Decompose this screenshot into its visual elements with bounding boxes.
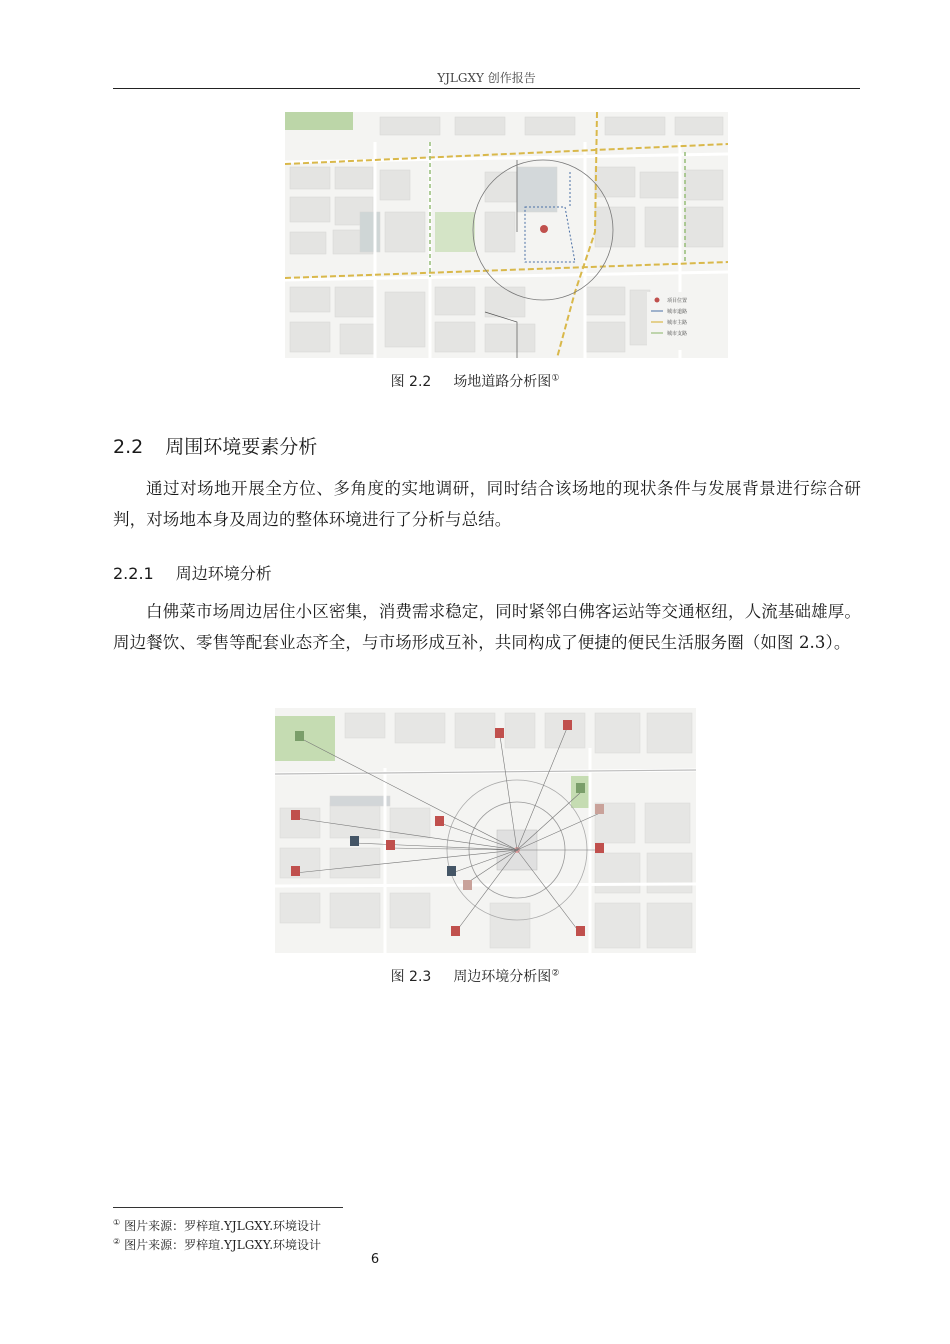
legend-label: 城市支路 — [667, 331, 688, 337]
road-map-graphic — [285, 112, 728, 358]
legend-label: 城市主路 — [667, 320, 688, 326]
legend-label: 项目位置 — [667, 298, 688, 304]
page-header — [113, 64, 860, 89]
figure-number: 图 2.3 — [390, 969, 432, 985]
figure-caption — [0, 966, 950, 986]
page-number: 6 — [370, 1252, 380, 1267]
figure-title: 场地道路分析图 — [453, 374, 552, 390]
body-paragraph: 通过对场地开展全方位、多角度的实地调研，同时结合该场地的现状条件与发展背景进行综合研判，对场地本身及周边的整体环境进行了分析与总结。 — [113, 479, 861, 529]
footnote-mark: ② — [113, 1237, 121, 1246]
environment-analysis-map — [275, 708, 696, 953]
figure-title: 周边环境分析图 — [453, 969, 552, 985]
footnote-text: 图片来源：罗梓瑄.YJLGXY.环境设计 — [124, 1238, 322, 1252]
footnote-ref: ② — [551, 968, 560, 979]
header-title: YJLGXY 创作报告 — [437, 71, 536, 85]
road-analysis-map — [285, 112, 728, 358]
footnote-ref: ① — [551, 373, 560, 384]
green-parcel — [275, 716, 335, 761]
map-legend — [647, 292, 725, 350]
footnote-mark: ① — [113, 1218, 121, 1227]
section-title: 周围环境要素分析 — [165, 436, 318, 458]
section-number: 2.2 — [113, 436, 144, 458]
section-heading — [113, 432, 317, 459]
legend-label: 城市道路 — [667, 309, 688, 315]
green-parcel — [435, 212, 475, 252]
footnote — [113, 1217, 321, 1234]
body-paragraph: 白佛菜市场周边居住小区密集，消费需求稳定，同时紧邻白佛客运站等交通枢纽，人流基础雄厚。周边餐饮、零售等配套业态齐全，与市场形成互补，共同构成了便捷的便民生活服务圈（如图 2.3）。 — [113, 602, 861, 652]
footnote — [113, 1236, 321, 1253]
environment-map-graphic — [275, 708, 696, 953]
subsection-number: 2.2.1 — [113, 564, 154, 583]
footnote-text: 图片来源：罗梓瑄.YJLGXY.环境设计 — [124, 1219, 322, 1233]
figure-caption — [0, 371, 950, 391]
green-parcel — [285, 112, 353, 130]
project-location-marker — [540, 225, 548, 233]
subsection-title: 周边环境分析 — [175, 564, 272, 583]
subsection-heading — [113, 561, 272, 584]
footnote-divider — [113, 1207, 343, 1208]
figure-number: 图 2.2 — [390, 374, 432, 390]
